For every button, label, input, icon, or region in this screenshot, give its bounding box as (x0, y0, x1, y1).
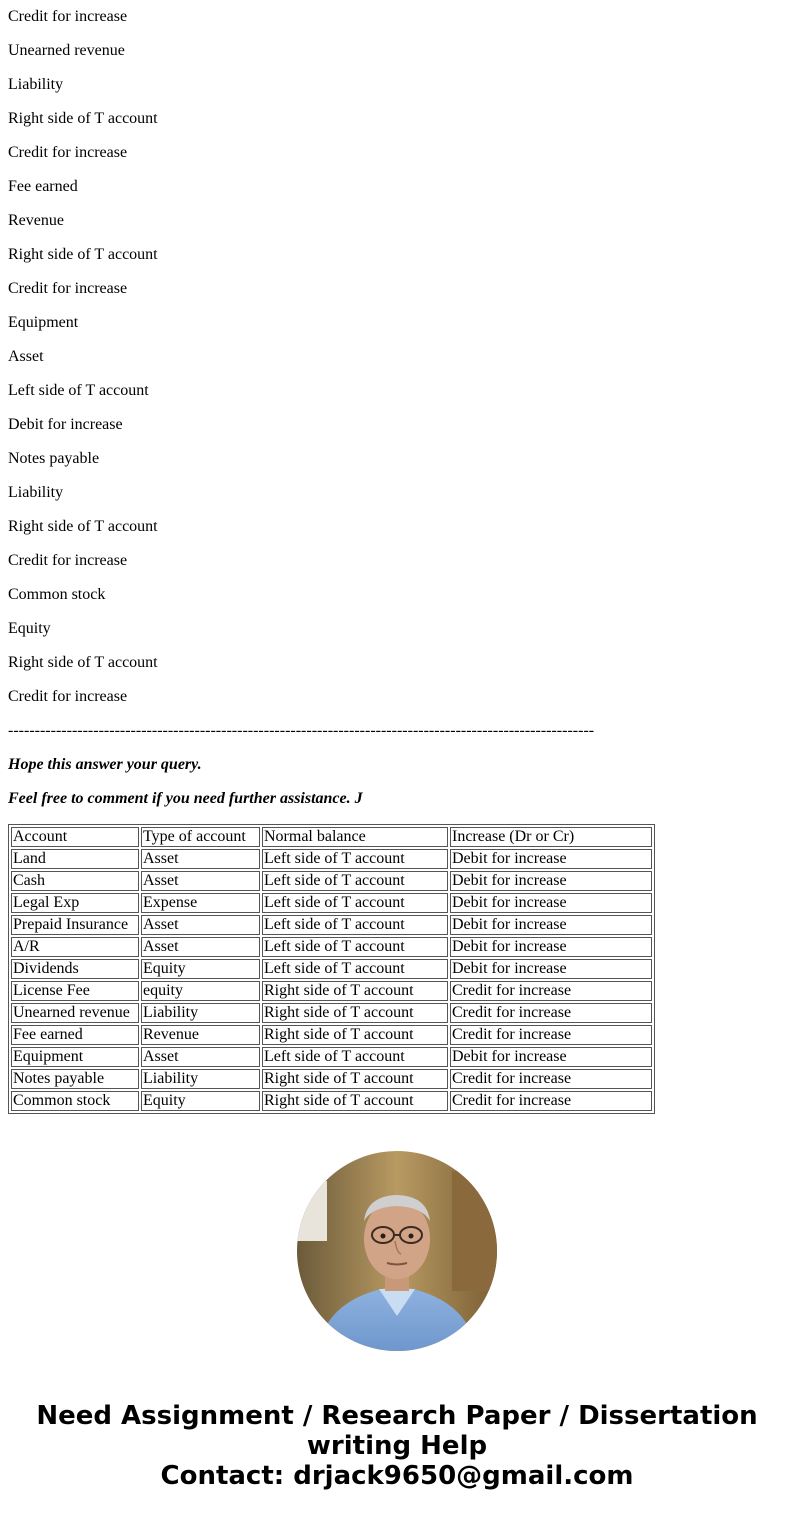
answer-line: Right side of T account (8, 110, 158, 127)
table-row (11, 1003, 652, 1023)
table-row (11, 871, 652, 891)
table-cell: A/R (11, 937, 139, 957)
answer-lines (8, 0, 786, 714)
table-cell: Left side of T account (262, 937, 448, 957)
table-cell: Liability (141, 1003, 260, 1023)
table-row (11, 981, 652, 1001)
table-header-row (11, 827, 652, 847)
table-cell: Left side of T account (262, 871, 448, 891)
accounts-table (8, 824, 655, 1114)
table-cell: Left side of T account (262, 849, 448, 869)
table-cell: Expense (141, 893, 260, 913)
table-cell: Asset (141, 915, 260, 935)
table-cell: Legal Exp (11, 893, 139, 913)
table-cell: Left side of T account (262, 893, 448, 913)
table-cell: Debit for increase (450, 1047, 652, 1067)
answer-line: Credit for increase (8, 144, 128, 161)
table-cell: Notes payable (11, 1069, 139, 1089)
answer-line: Right side of T account (8, 246, 158, 263)
table-row (11, 849, 652, 869)
table-cell: Revenue (141, 1025, 260, 1045)
answer-line: Unearned revenue (8, 42, 125, 59)
table-row (11, 959, 652, 979)
table-cell: Prepaid Insurance (11, 915, 139, 935)
table-cell: Debit for increase (450, 915, 652, 935)
person-photo-icon (297, 1151, 497, 1351)
promo-line-2: writing Help (306, 1431, 488, 1461)
table-cell: Credit for increase (450, 1025, 652, 1045)
table-cell: Land (11, 849, 139, 869)
answer-line: Notes payable (8, 450, 100, 467)
table-cell: Left side of T account (262, 959, 448, 979)
closing-hope: Hope this answer your query. (8, 756, 202, 773)
table-body (11, 849, 652, 1111)
table-cell: Debit for increase (450, 849, 652, 869)
avatar (297, 1151, 497, 1351)
table-cell: Right side of T account (262, 981, 448, 1001)
answer-line: Revenue (8, 212, 64, 229)
answer-line: Liability (8, 484, 64, 501)
table-cell: Asset (141, 937, 260, 957)
table-cell: Left side of T account (262, 1047, 448, 1067)
answer-line: Equipment (8, 314, 79, 331)
table-row (11, 915, 652, 935)
promo-banner (0, 1401, 794, 1491)
promo-line-1: Need Assignment / Research Paper / Dissertation (36, 1401, 758, 1431)
answer-line: Common stock (8, 586, 106, 603)
header-type: Type of account (141, 827, 260, 847)
table-cell: Asset (141, 849, 260, 869)
divider: -------------------------------------------------------------------------------------------------------------- (8, 722, 595, 739)
answer-line: Credit for increase (8, 280, 128, 297)
answer-line: Left side of T account (8, 382, 149, 399)
table-cell: Equity (141, 1091, 260, 1111)
answer-line: Liability (8, 76, 64, 93)
table-cell: Cash (11, 871, 139, 891)
answer-line: Credit for increase (8, 688, 128, 705)
table-cell: License Fee (11, 981, 139, 1001)
table-row (11, 1047, 652, 1067)
table-row (11, 1025, 652, 1045)
header-increase: Increase (Dr or Cr) (450, 827, 652, 847)
table-cell: Left side of T account (262, 915, 448, 935)
answer-line: Right side of T account (8, 654, 158, 671)
promo-contact: Contact: drjack9650@gmail.com (160, 1461, 634, 1491)
table-cell: Dividends (11, 959, 139, 979)
answer-line: Equity (8, 620, 51, 637)
table-cell: Common stock (11, 1091, 139, 1111)
table-cell: Fee earned (11, 1025, 139, 1045)
answer-line: Credit for increase (8, 8, 128, 25)
table-cell: equity (141, 981, 260, 1001)
table-cell: Equipment (11, 1047, 139, 1067)
table-cell: Credit for increase (450, 1069, 652, 1089)
avatar-container (0, 1151, 794, 1351)
table-cell: Asset (141, 871, 260, 891)
answer-line: Asset (8, 348, 44, 365)
table-row (11, 1091, 652, 1111)
table-cell: Asset (141, 1047, 260, 1067)
table-row (11, 937, 652, 957)
table-cell: Right side of T account (262, 1025, 448, 1045)
table-cell: Debit for increase (450, 893, 652, 913)
table-cell: Right side of T account (262, 1069, 448, 1089)
answer-line: Credit for increase (8, 552, 128, 569)
table-cell: Debit for increase (450, 959, 652, 979)
table-cell: Credit for increase (450, 1091, 652, 1111)
header-account: Account (11, 827, 139, 847)
table-cell: Credit for increase (450, 1003, 652, 1023)
table-row (11, 893, 652, 913)
answer-line: Right side of T account (8, 518, 158, 535)
table-cell: Debit for increase (450, 937, 652, 957)
table-row (11, 1069, 652, 1089)
table-cell: Credit for increase (450, 981, 652, 1001)
header-normal-balance: Normal balance (262, 827, 448, 847)
closing-comment: Feel free to comment if you need further assistance. J (8, 790, 363, 807)
table-cell: Unearned revenue (11, 1003, 139, 1023)
answer-line: Fee earned (8, 178, 78, 195)
table-cell: Right side of T account (262, 1091, 448, 1111)
table-cell: Liability (141, 1069, 260, 1089)
table-cell: Debit for increase (450, 871, 652, 891)
table-cell: Equity (141, 959, 260, 979)
answer-line: Debit for increase (8, 416, 123, 433)
table-cell: Right side of T account (262, 1003, 448, 1023)
